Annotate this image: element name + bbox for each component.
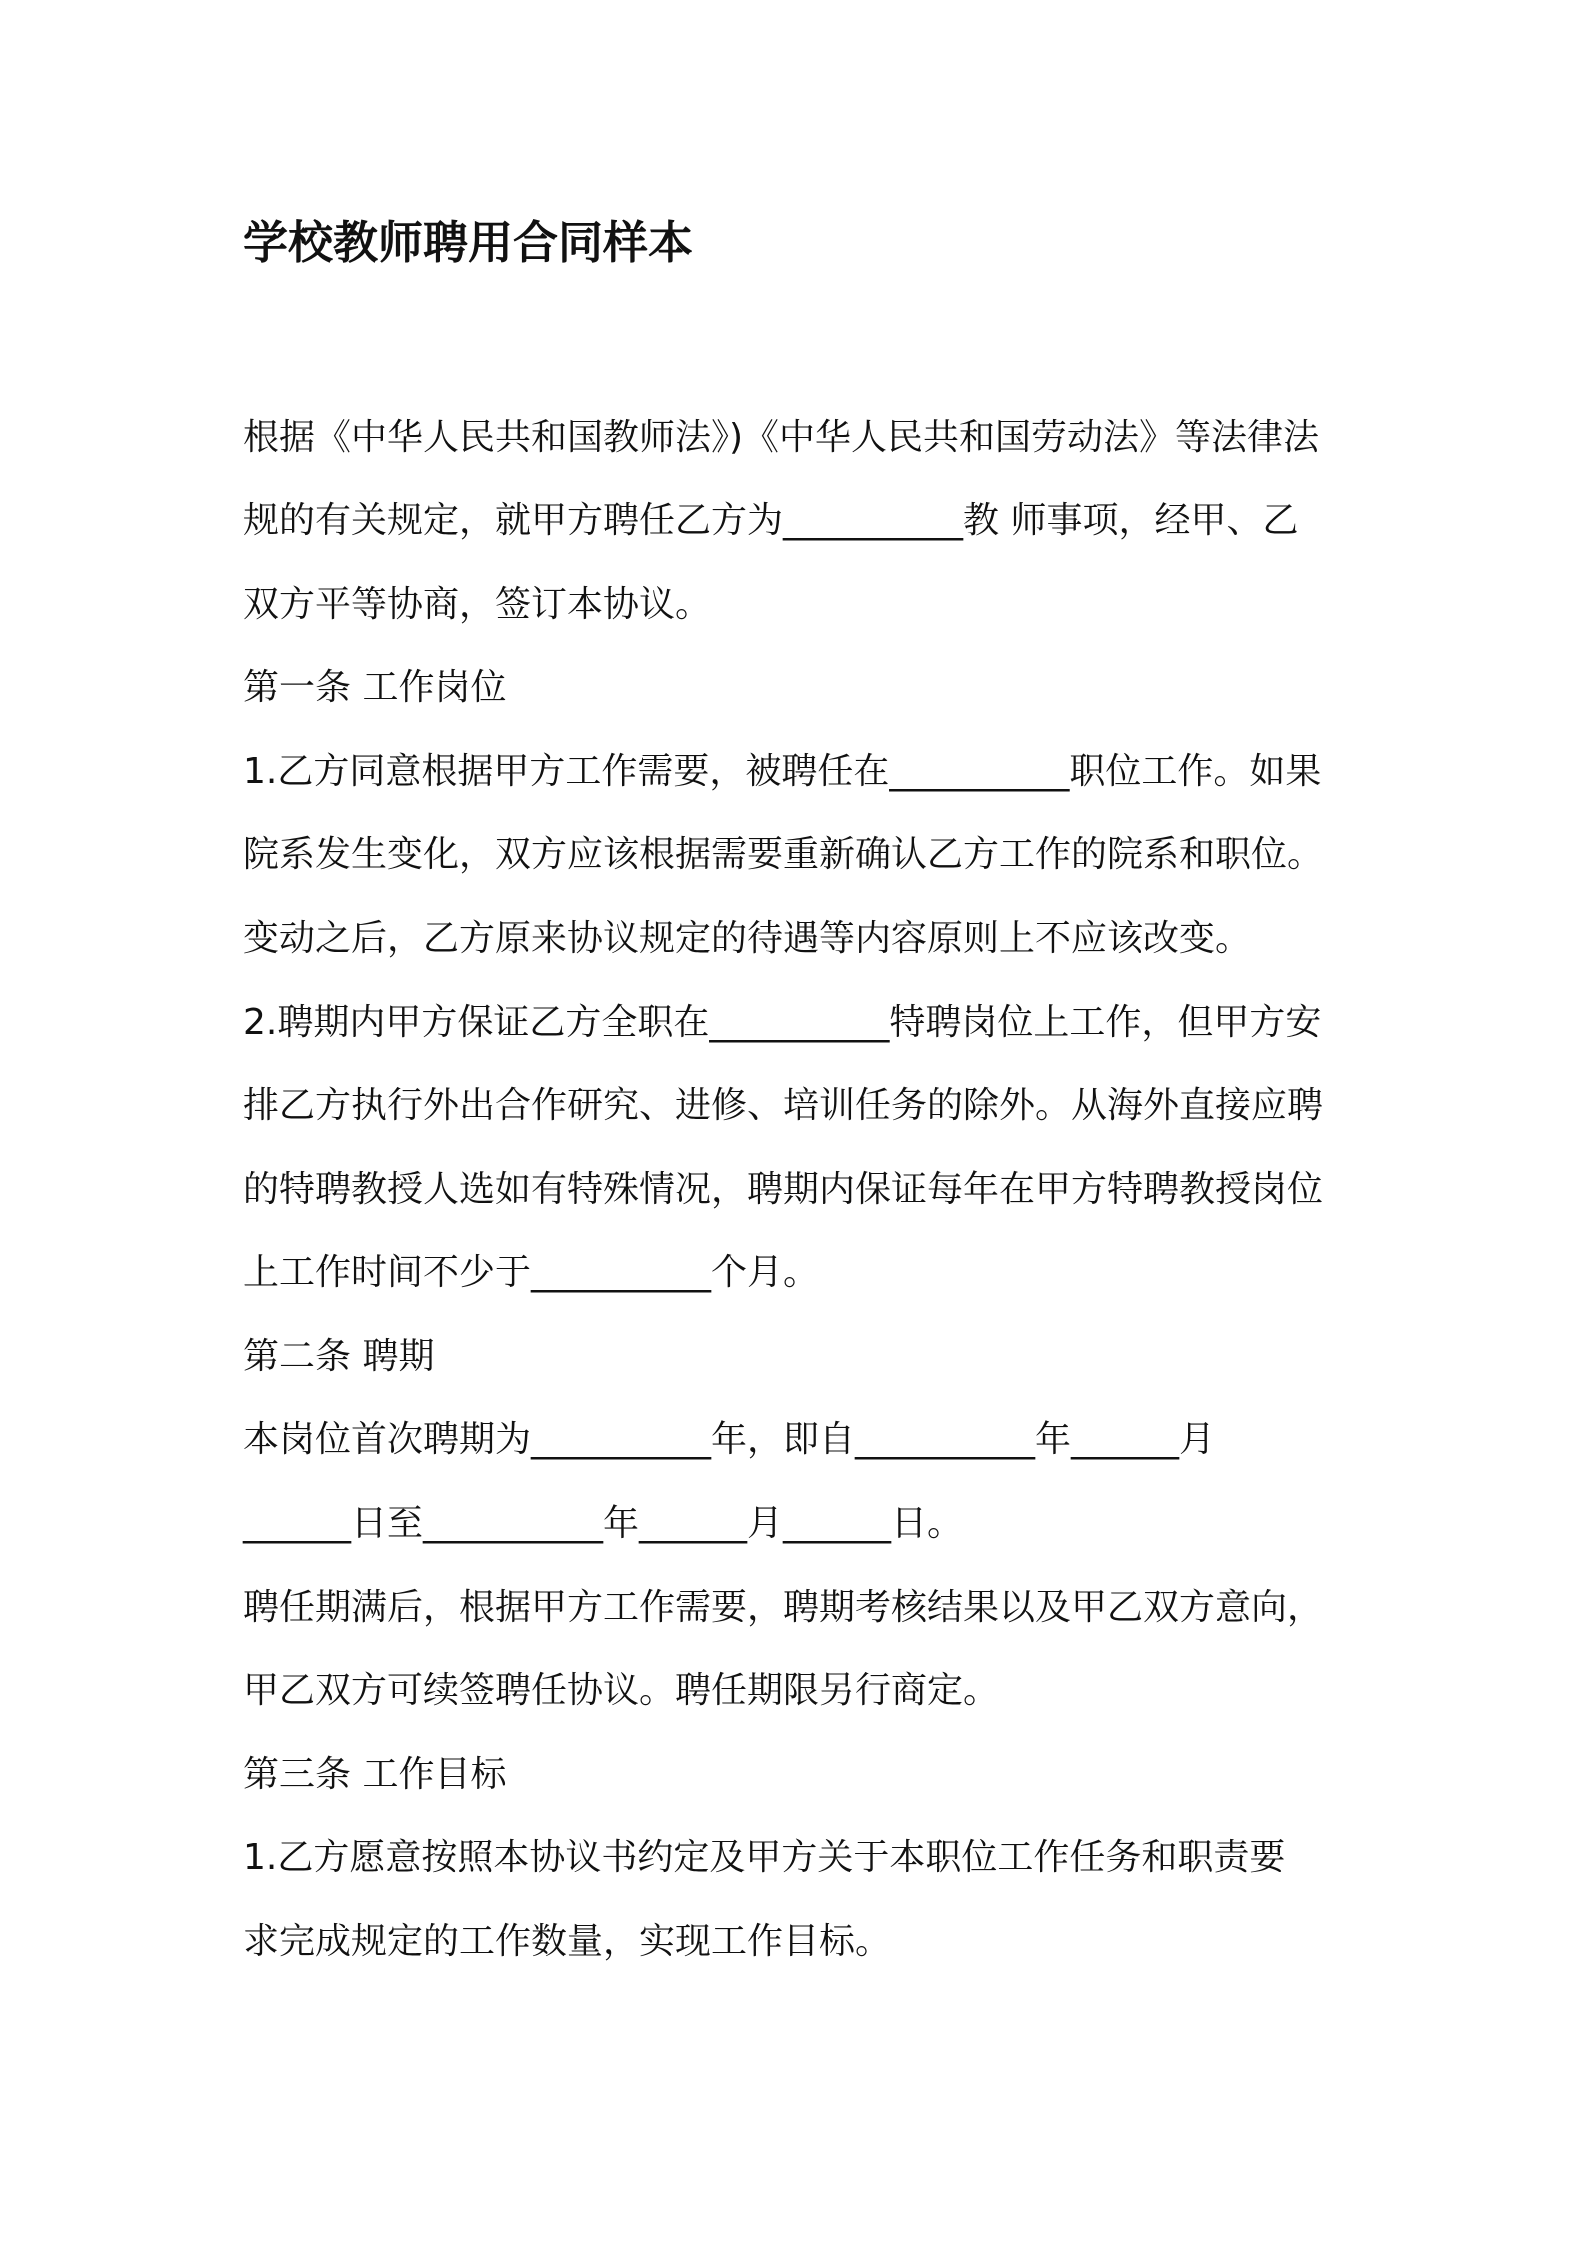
paragraph-line: 本岗位首次聘期为__________年，即自__________年______月 xyxy=(243,1419,1216,1460)
document-title: 学校教师聘用合同样本 xyxy=(243,216,694,269)
paragraph-line: ______日至__________年______月______日。 xyxy=(243,1503,963,1544)
paragraph-line: 的特聘教授人选如有特殊情况，聘期内保证每年在甲方特聘教授岗位 xyxy=(243,1169,1324,1210)
paragraph-line: 变动之后，乙方原来协议规定的待遇等内容原则上不应该改变。 xyxy=(243,918,1252,959)
paragraph-line: 求完成规定的工作数量，实现工作目标。 xyxy=(243,1921,892,1962)
paragraph-line: 根据《中华人民共和国教师法》)《中华人民共和国劳动法》等法律法 xyxy=(243,417,1320,458)
paragraph-line: 双方平等协商，签订本协议。 xyxy=(243,584,712,625)
paragraph-line: 甲乙双方可续签聘任协议。聘任期限另行商定。 xyxy=(243,1670,1000,1711)
section-heading: 第二条 聘期 xyxy=(243,1336,435,1377)
paragraph-line: 1.乙方同意根据甲方工作需要，被聘任在__________职位工作。如果 xyxy=(243,751,1322,792)
paragraph-line: 院系发生变化，双方应该根据需要重新确认乙方工作的院系和职位。 xyxy=(243,834,1324,875)
paragraph-line: 规的有关规定，就甲方聘任乙方为__________教 师事项，经甲、乙 xyxy=(243,500,1299,541)
section-heading: 第三条 工作目标 xyxy=(243,1754,507,1795)
paragraph-line: 1.乙方愿意按照本协议书约定及甲方关于本职位工作任务和职责要 xyxy=(243,1837,1286,1878)
paragraph-line: 2.聘期内甲方保证乙方全职在__________特聘岗位上工作，但甲方安 xyxy=(243,1002,1322,1043)
paragraph-line: 聘任期满后，根据甲方工作需要，聘期考核结果以及甲乙双方意向， xyxy=(243,1587,1324,1628)
paragraph-line: 排乙方执行外出合作研究、进修、培训任务的除外。从海外直接应聘 xyxy=(243,1085,1324,1126)
section-heading: 第一条 工作岗位 xyxy=(243,667,507,708)
paragraph-line: 上工作时间不少于__________个月。 xyxy=(243,1252,820,1293)
